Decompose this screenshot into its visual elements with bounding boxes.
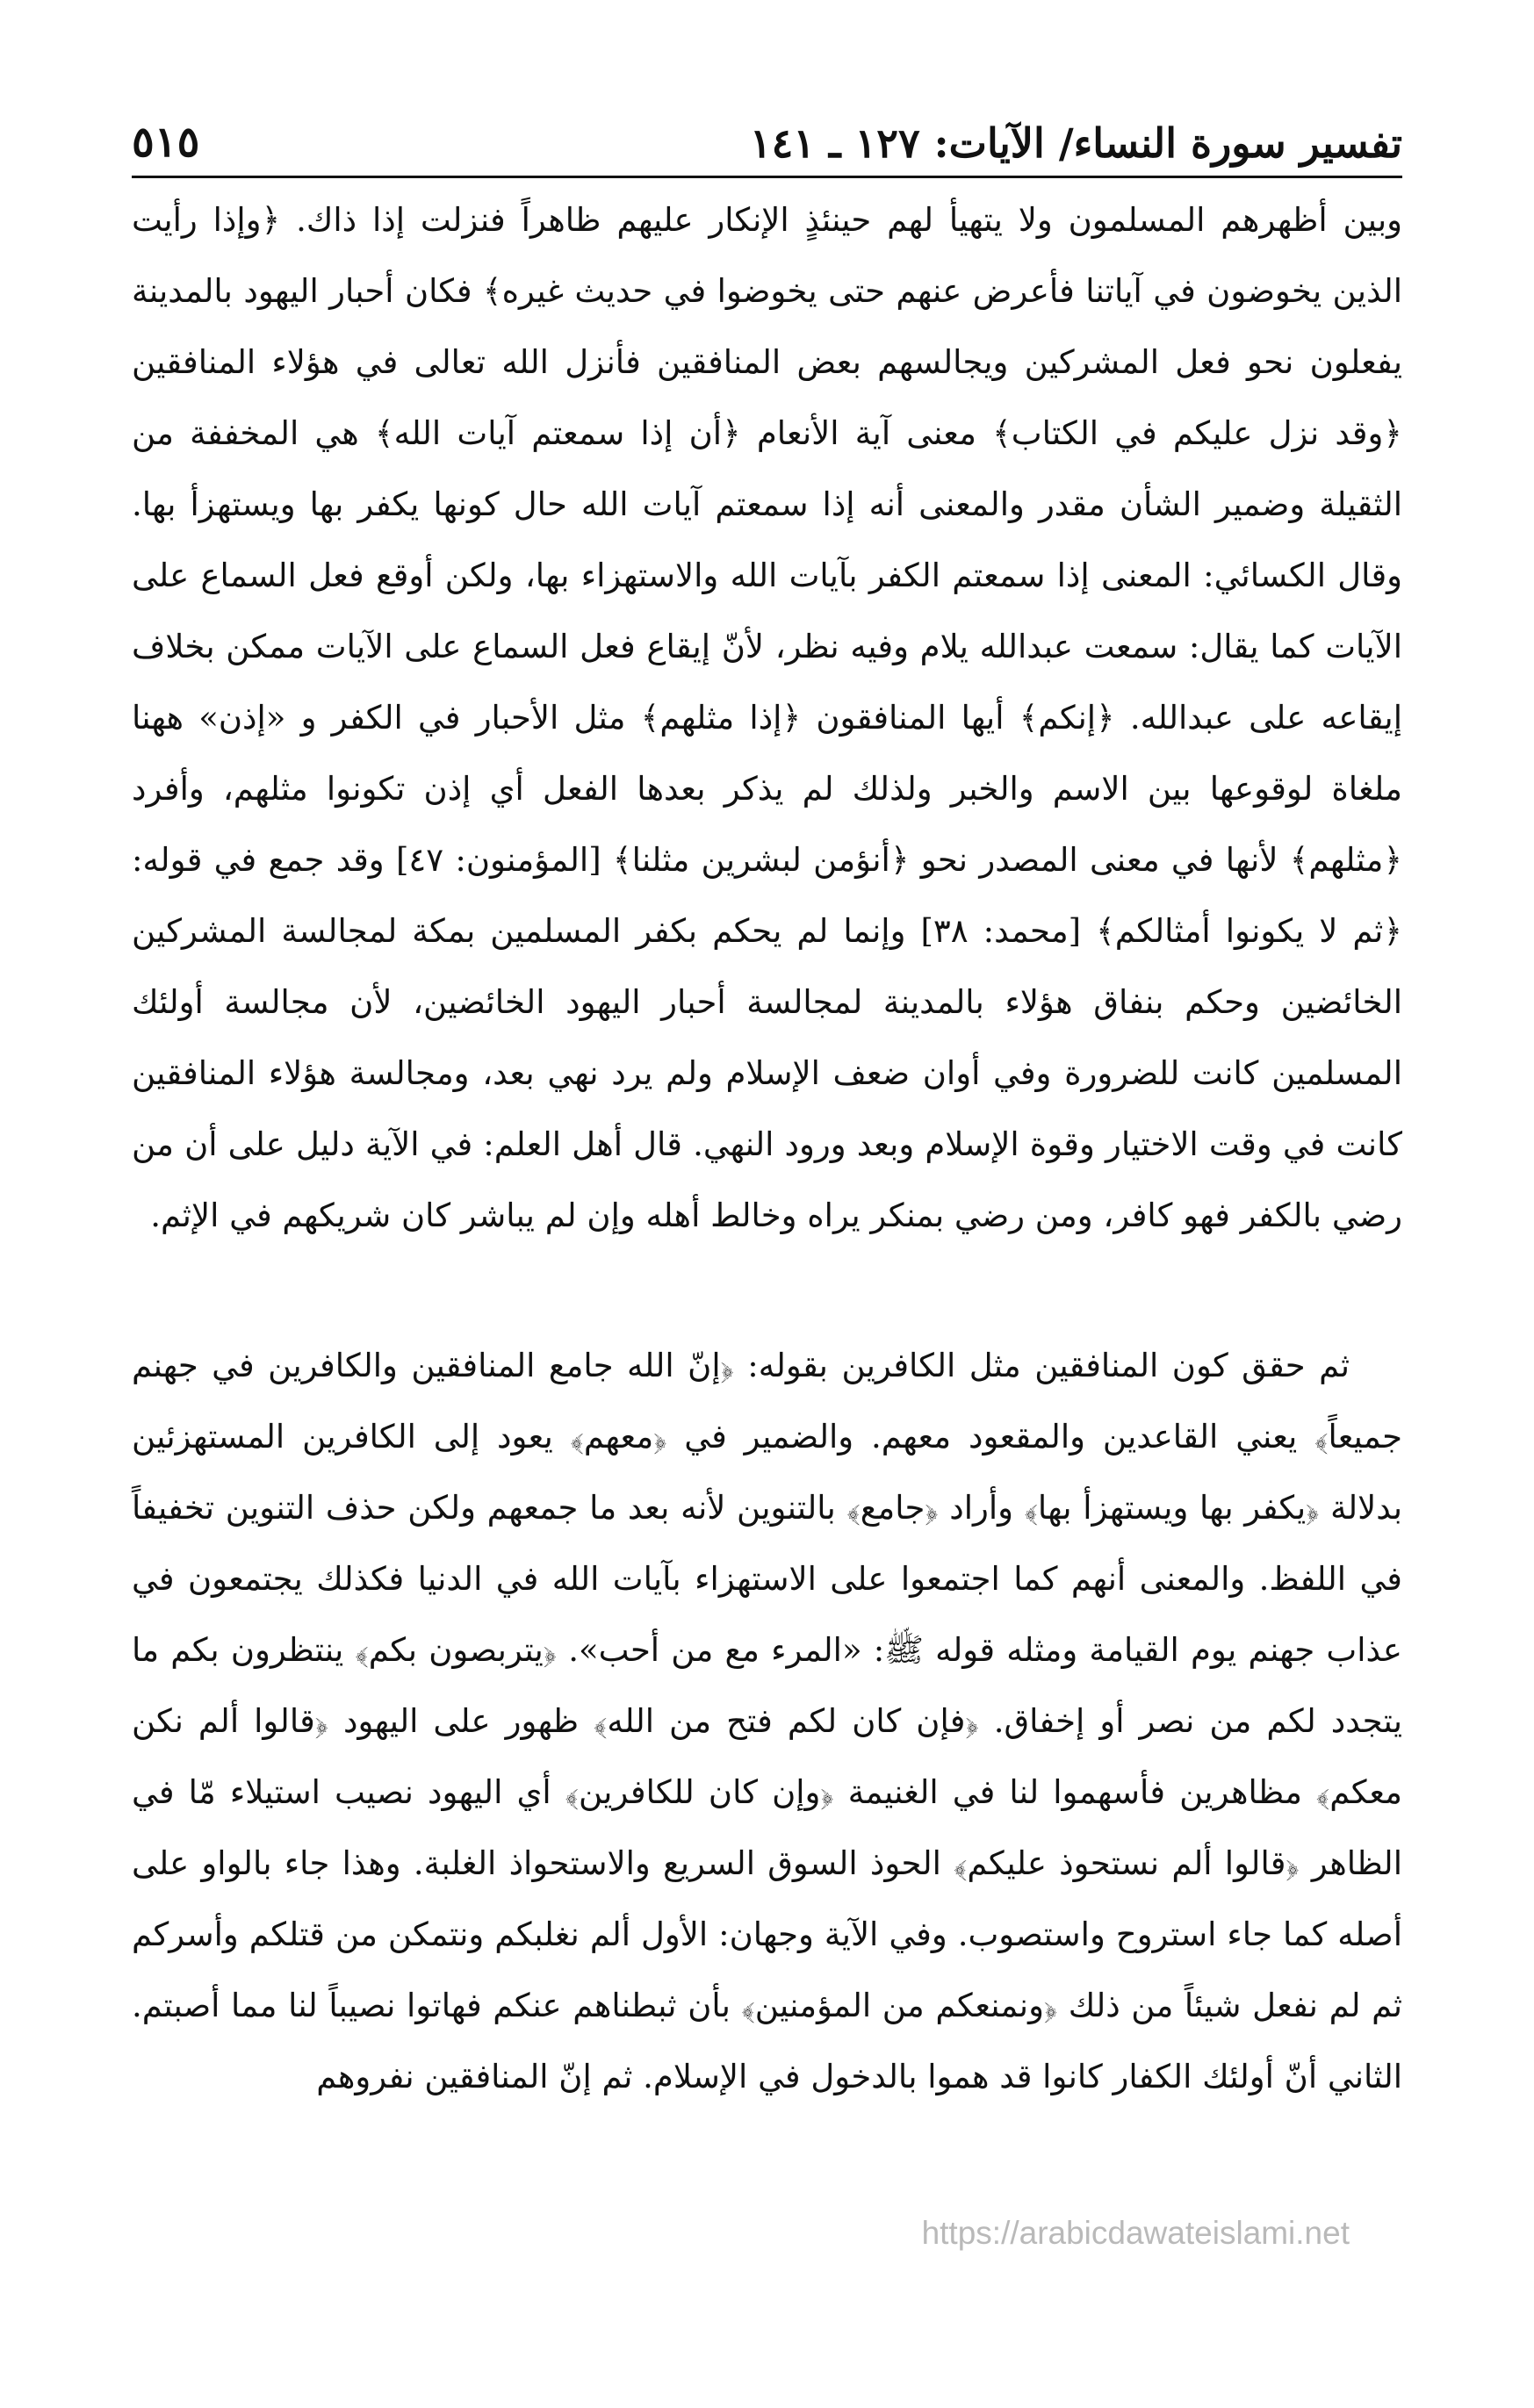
page-number: ٥١٥: [132, 118, 200, 167]
watermark-url: https://arabicdawateislami.net: [921, 2215, 1350, 2251]
running-header: [132, 88, 1402, 178]
paragraph-2: ثم حقق كون المنافقين مثل الكافرين بقوله: ﴿إنّ الله جامع المنافقين والكافرين في جهنم جميعاً﴾ يعني القاعدين والمقعود معهم. والضمير في ﴿معهم﴾ يعود إلى الكافرين المستهزئين بدلالة ﴿يكفر بها ويستهزأ بها﴾ وأراد ﴿جامع﴾ بالتنوين لأنه بعد ما جمعهم ولكن حذف التنوين تخفيفاً في اللفظ. والمعنى أنهم كما اجتمعوا على الاستهزاء بآيات الله في الدنيا فكذلك يجتمعون في عذاب جهنم يوم القيامة ومثله قوله ﷺ: «المرء مع من أحب». ﴿يتربصون بكم﴾ ينتظرون بكم ما يتجدد لكم من نصر أو إخفاق. ﴿فإن كان لكم فتح من الله﴾ ظهور على اليهود ﴿قالوا ألم نكن معكم﴾ مظاهرين فأسهموا لنا في الغنيمة ﴿وإن كان للكافرين﴾ أي اليهود نصيب استيلاء مّا في الظاهر ﴿قالوا ألم نستحوذ عليكم﴾ الحوذ السوق السريع والاستحواذ الغلبة. وهذا جاء بالواو على أصله كما جاء استروح واستصوب. وفي الآية وجهان: الأول ألم نغلبكم ونتمكن من قتلكم وأسركم ثم لم نفعل شيئاً من ذلك ﴿ونمنعكم من المؤمنين﴾ بأن ثبطناهم عنكم فهاتوا نصيباً لنا مما أصبتم. الثاني أنّ أولئك الكفار كانوا قد هموا بالدخول في الإسلام. ثم إنّ المنافقين نفروهم: [132, 1347, 1402, 2095]
paragraph-1: وبين أظهرهم المسلمون ولا يتهيأ لهم حينئذٍ الإنكار عليهم ظاهراً فنزلت إذا ذاك. ﴿وإذا رأيت الذين يخوضون في آياتنا فأعرض عنهم حتى يخوضوا في حديث غيره﴾ فكان أحبار اليهود بالمدينة يفعلون نحو فعل المشركين ويجالسهم بعض المنافقين فأنزل الله تعالى في هؤلاء المنافقين ﴿وقد نزل عليكم في الكتاب﴾ معنى آية الأنعام ﴿أن إذا سمعتم آيات الله﴾ هي المخففة من الثقيلة وضمير الشأن مقدر والمعنى أنه إذا سمعتم آيات الله حال كونها يكفر بها ويستهزأ بها. وقال الكسائي: المعنى إذا سمعتم الكفر بآيات الله والاستهزاء بها، ولكن أوقع فعل السماع على الآيات كما يقال: سمعت عبدالله يلام وفيه نظر، لأنّ إيقاع فعل السماع على الآيات ممكن بخلاف إيقاعه على عبدالله. ﴿إنكم﴾ أيها المنافقون ﴿إذا مثلهم﴾ مثل الأحبار في الكفر و «إذن» ههنا ملغاة لوقوعها بين الاسم والخبر ولذلك لم يذكر بعدها الفعل أي إذن تكونوا مثلهم، وأفرد ﴿مثلهم﴾ لأنها في معنى المصدر نحو ﴿أنؤمن لبشرين مثلنا﴾ [المؤمنون: ٤٧] وقد جمع في قوله: ﴿ثم لا يكونوا أمثالكم﴾ [محمد: ٣٨] وإنما لم يحكم بكفر المسلمين بمكة لمجالسة المشركين الخائضين وحكم بنفاق هؤلاء بالمدينة لمجالسة أحبار اليهود الخائضين، لأن مجالسة أولئك المسلمين كانت للضرورة وفي أوان ضعف الإسلام ولم يرد نهي بعد، ومجالسة هؤلاء المنافقين كانت في وقت الاختيار وقوة الإسلام وبعد ورود النهي. قال أهل العلم: في الآية دليل على أن من رضي بالكفر فهو كافر، ومن رضي بمنكر يراه وخالط أهله وإن لم يباشر كان شريكهم في الإثم.: [132, 201, 1403, 1234]
header-title: تفسير سورة النساء/ الآيات: ١٢٧ ـ ١٤١: [749, 119, 1402, 167]
main-text: [132, 184, 1402, 2112]
